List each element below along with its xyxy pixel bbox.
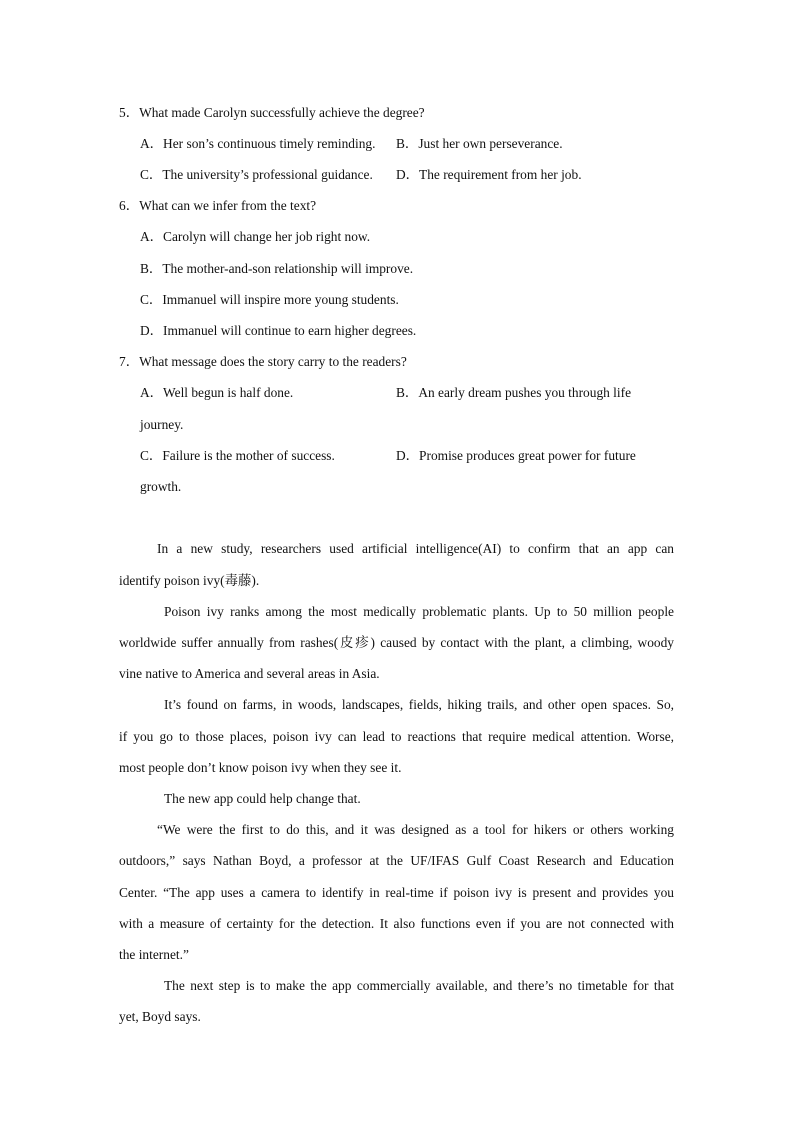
question-7-option-b-continuation: journey. bbox=[140, 417, 184, 432]
question-6-option-c: C．Immanuel will inspire more young students. bbox=[140, 292, 399, 307]
passage-paragraph-1-line-1: In a new study, researchers used artificial intelligence(AI) to confirm that an app can bbox=[157, 541, 674, 556]
passage-paragraph-1-line-2: identify poison ivy(毒藤). bbox=[119, 573, 260, 588]
question-5-option-a: A．Her son’s continuous timely reminding. bbox=[140, 136, 376, 151]
passage-paragraph-4-line-1: The new app could help change that. bbox=[164, 791, 361, 806]
question-7-option-d: D．Promise produces great power for future bbox=[396, 448, 636, 463]
passage-paragraph-2-line-2: worldwide suffer annually from rashes(皮疹) caused by contact with the plant, a climbing, woody bbox=[119, 635, 674, 650]
passage-paragraph-3-line-1: It’s found on farms, in woods, landscapes, fields, hiking trails, and other open spaces. So, bbox=[164, 697, 674, 712]
question-6-option-d: D．Immanuel will continue to earn higher degrees. bbox=[140, 323, 417, 338]
question-7-option-c: C．Failure is the mother of success. bbox=[140, 448, 335, 463]
passage-paragraph-5-line-4: with a measure of certainty for the detection. It also functions even if you are not connected with bbox=[119, 916, 674, 931]
question-5-stem: 5．What made Carolyn successfully achieve the degree? bbox=[119, 105, 425, 120]
passage-paragraph-6-line-1: The next step is to make the app commercially available, and there’s no timetable for that bbox=[164, 978, 674, 993]
question-7-option-d-continuation: growth. bbox=[140, 479, 182, 494]
question-5-option-b: B．Just her own perseverance. bbox=[396, 136, 563, 151]
passage-paragraph-5-line-3: Center. “The app uses a camera to identify in real-time if poison ivy is present and provides you bbox=[119, 885, 674, 900]
passage-paragraph-6-line-2: yet, Boyd says. bbox=[119, 1009, 201, 1024]
question-7-option-b: B．An early dream pushes you through life bbox=[396, 385, 632, 400]
question-6-option-b: B．The mother-and-son relationship will improve. bbox=[140, 261, 414, 276]
passage-paragraph-3-line-3: most people don’t know poison ivy when they see it. bbox=[119, 760, 402, 775]
passage-paragraph-3-line-2: if you go to those places, poison ivy can lead to reactions that require medical attention. Worse, bbox=[119, 729, 674, 744]
question-5-option-c: C．The university’s professional guidance. bbox=[140, 167, 373, 182]
passage-paragraph-5-line-2: outdoors,” says Nathan Boyd, a professor at the UF/IFAS Gulf Coast Research and Education bbox=[119, 853, 674, 868]
question-7-option-a: A．Well begun is half done. bbox=[140, 385, 294, 400]
passage-paragraph-2-line-1: Poison ivy ranks among the most medically problematic plants. Up to 50 million people bbox=[164, 604, 674, 619]
passage-paragraph-5-line-1: “We were the first to do this, and it was designed as a tool for hikers or others working bbox=[157, 822, 674, 837]
passage-paragraph-2-line-3: vine native to America and several areas in Asia. bbox=[119, 666, 380, 681]
passage-paragraph-5-line-5: the internet.” bbox=[119, 947, 189, 962]
question-6-option-a: A．Carolyn will change her job right now. bbox=[140, 229, 371, 244]
question-6-stem: 6．What can we infer from the text? bbox=[119, 198, 317, 213]
question-5-option-d: D．The requirement from her job. bbox=[396, 167, 582, 182]
question-7-stem: 7．What message does the story carry to the readers? bbox=[119, 354, 407, 369]
